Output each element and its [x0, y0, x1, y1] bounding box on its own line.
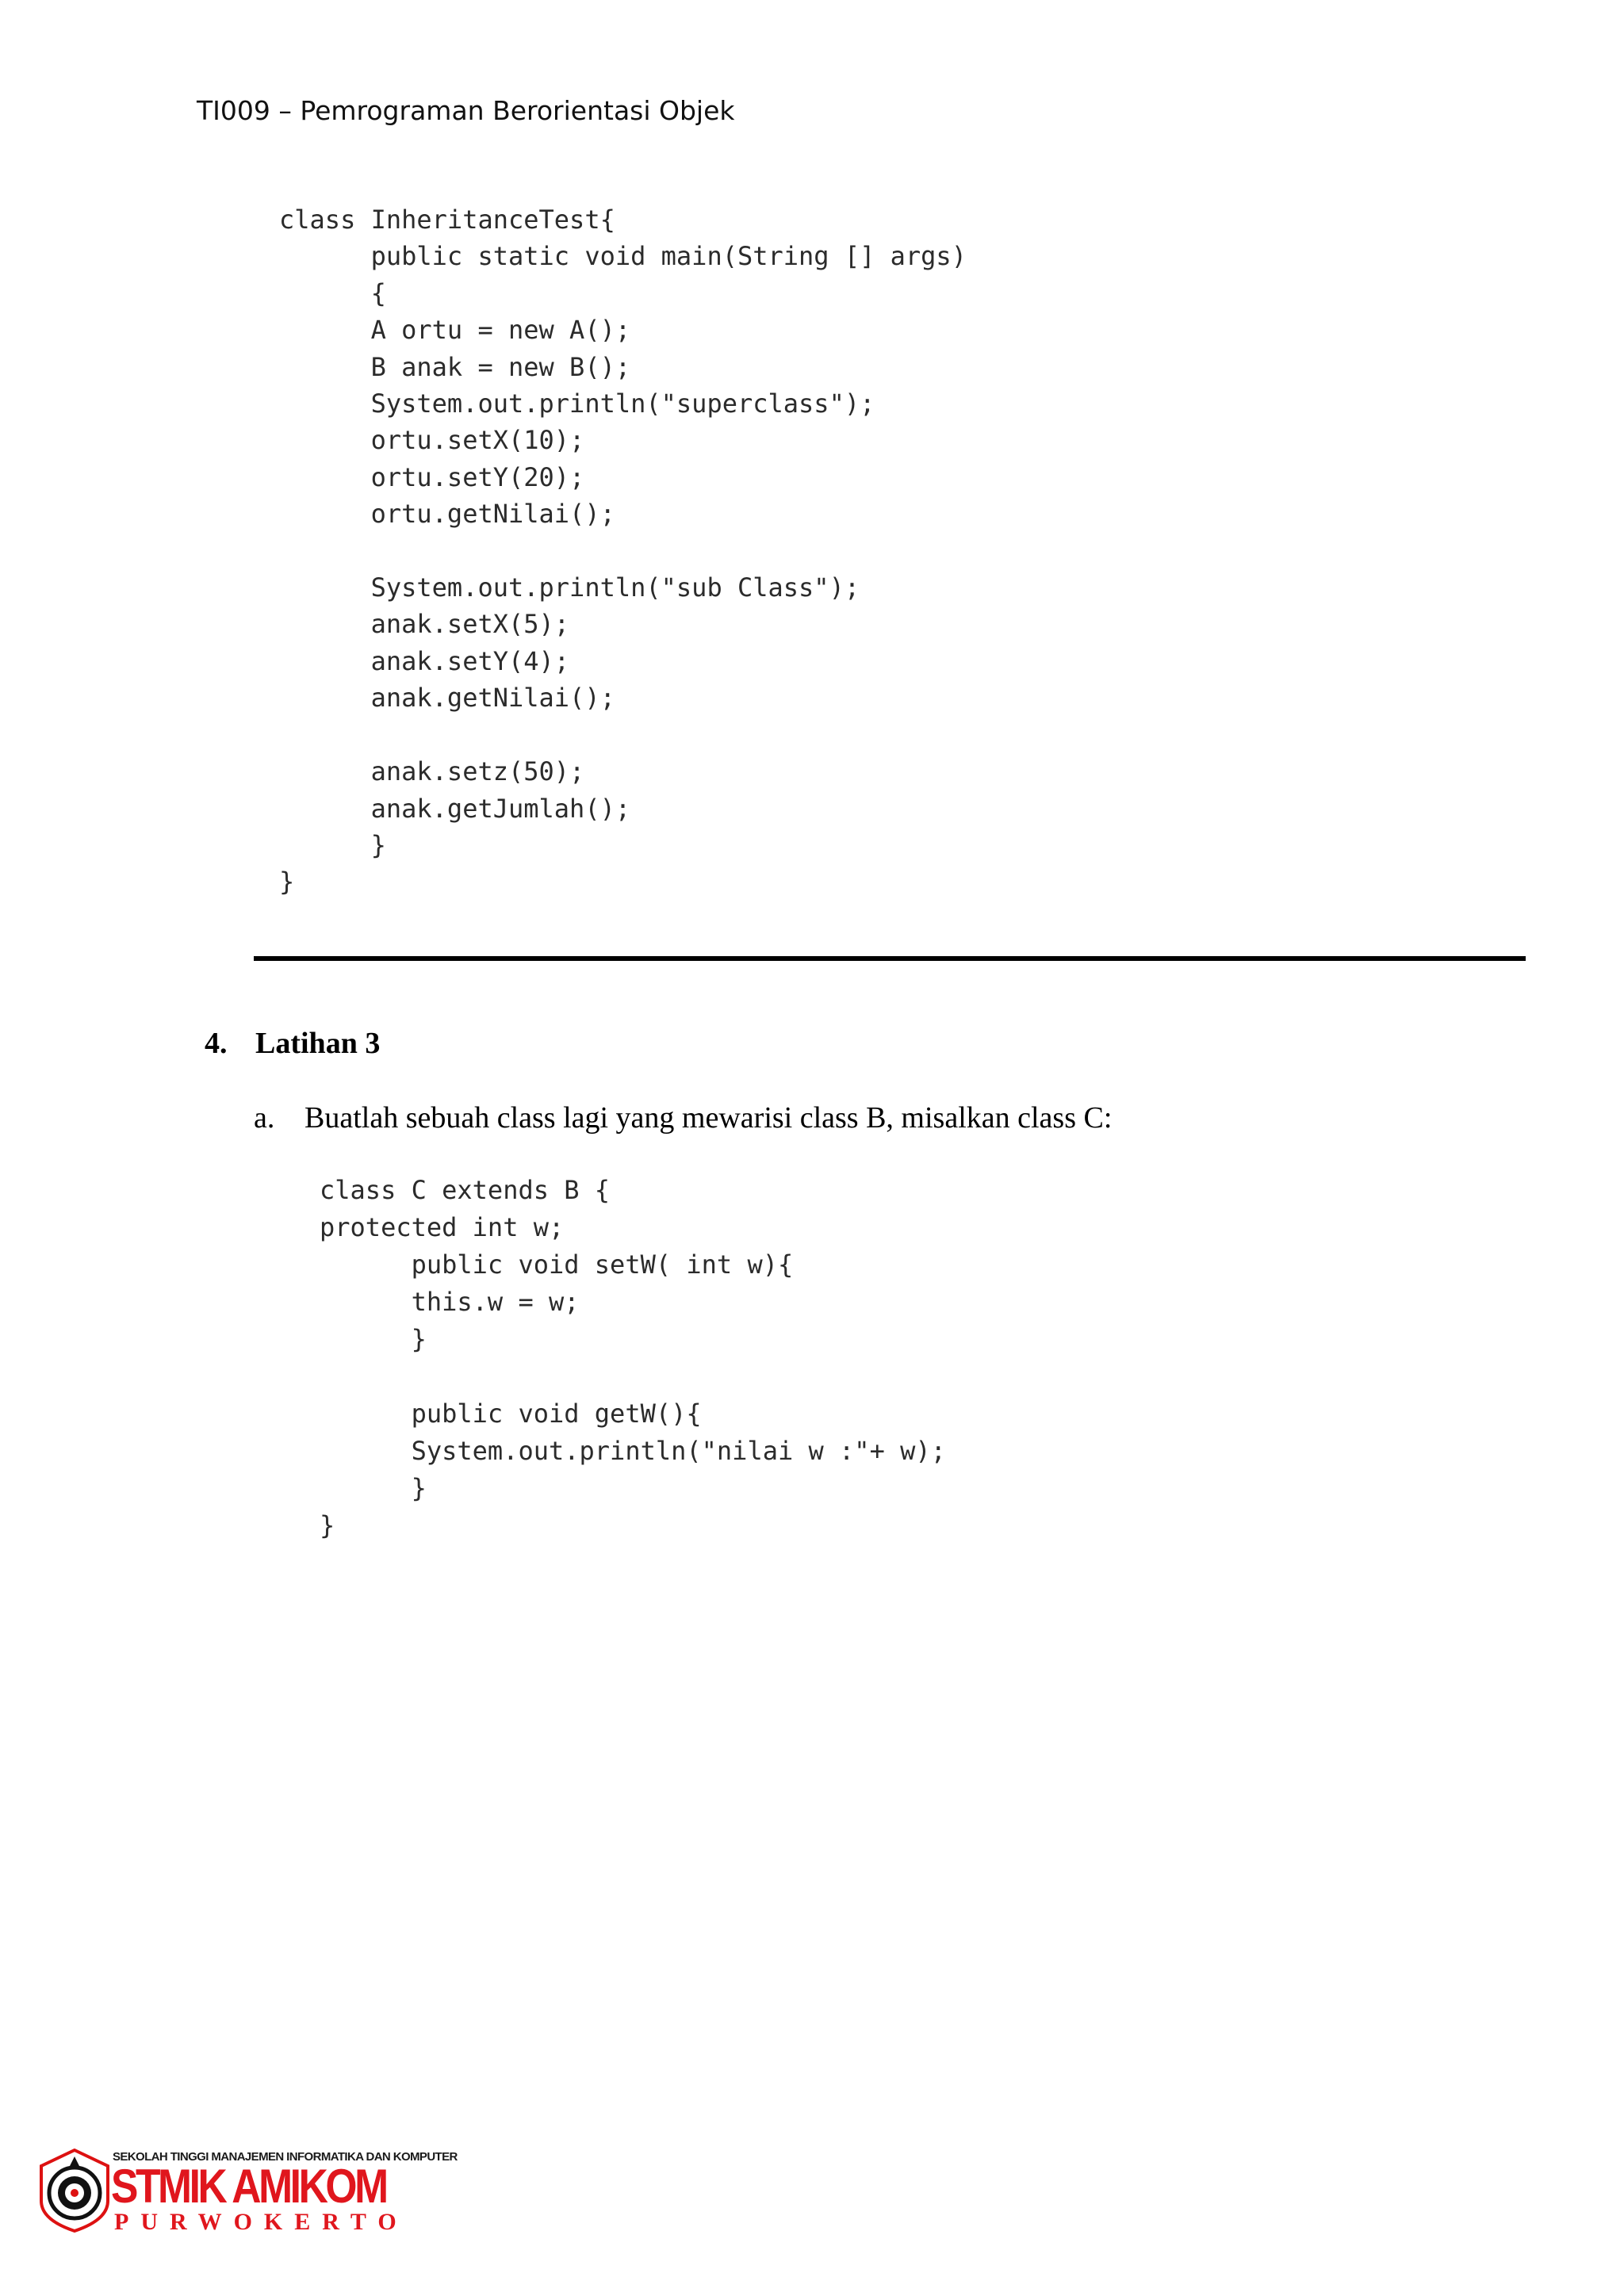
code-line: ortu.setX(10);	[279, 425, 585, 456]
code-line: public static void main(String [] args)	[279, 241, 967, 272]
list-item-marker: a.	[254, 1101, 275, 1135]
code-line: }	[320, 1510, 335, 1540]
code-line: this.w = w;	[320, 1287, 580, 1317]
horizontal-divider	[254, 956, 1526, 961]
logo-city: PURWOKERTO	[114, 2209, 408, 2235]
logo-name: STMIK AMIKOM	[111, 2160, 386, 2213]
code-line: B anak = new B();	[279, 351, 631, 382]
code-line: }	[320, 1473, 427, 1503]
code-line: }	[320, 1324, 427, 1354]
code-line: A ortu = new A();	[279, 315, 631, 346]
code-line: ortu.setY(20);	[279, 461, 585, 492]
code-line: System.out.println("superclass");	[279, 388, 875, 419]
section-title: Latihan 3	[255, 1027, 381, 1060]
code-line: anak.setY(4);	[279, 645, 570, 676]
code-line: anak.setX(5);	[279, 609, 570, 640]
code-line: public void setW( int w){	[320, 1249, 794, 1280]
code-line: anak.getNilai();	[279, 683, 615, 714]
code-line: anak.getJumlah();	[279, 793, 631, 824]
section-number: 4.	[205, 1027, 228, 1060]
code-block-class-c	[320, 1172, 946, 1544]
code-line: class InheritanceTest{	[279, 205, 615, 235]
code-line: System.out.println("nilai w :"+ w);	[320, 1436, 946, 1466]
code-line: }	[279, 829, 386, 860]
code-block-inheritance-test	[279, 201, 967, 901]
code-line: class C extends B {	[320, 1175, 611, 1205]
section-heading	[205, 1026, 380, 1061]
code-line: ortu.getNilai();	[279, 499, 615, 530]
code-line: System.out.println("sub Class");	[279, 572, 860, 603]
seal-icon	[38, 2149, 111, 2233]
code-line	[279, 717, 967, 753]
code-line	[320, 1358, 946, 1395]
code-line: anak.setz(50);	[279, 756, 585, 787]
logo-small-text: SEKOLAH TINGGI MANAJEMEN INFORMATIKA DAN KOMPUTER	[113, 2150, 458, 2164]
code-line	[279, 533, 967, 569]
page-header-title: TI009 – Pemrograman Berorientasi Objek	[197, 95, 735, 126]
code-line: }	[279, 867, 295, 897]
institution-logo	[38, 2145, 458, 2236]
code-line: protected int w;	[320, 1212, 565, 1242]
code-line: public void getW(){	[320, 1399, 702, 1429]
code-line: {	[279, 277, 386, 308]
list-item-a	[254, 1100, 1112, 1135]
list-item-text: Buatlah sebuah class lagi yang mewarisi class B, misalkan class C:	[304, 1101, 1113, 1135]
